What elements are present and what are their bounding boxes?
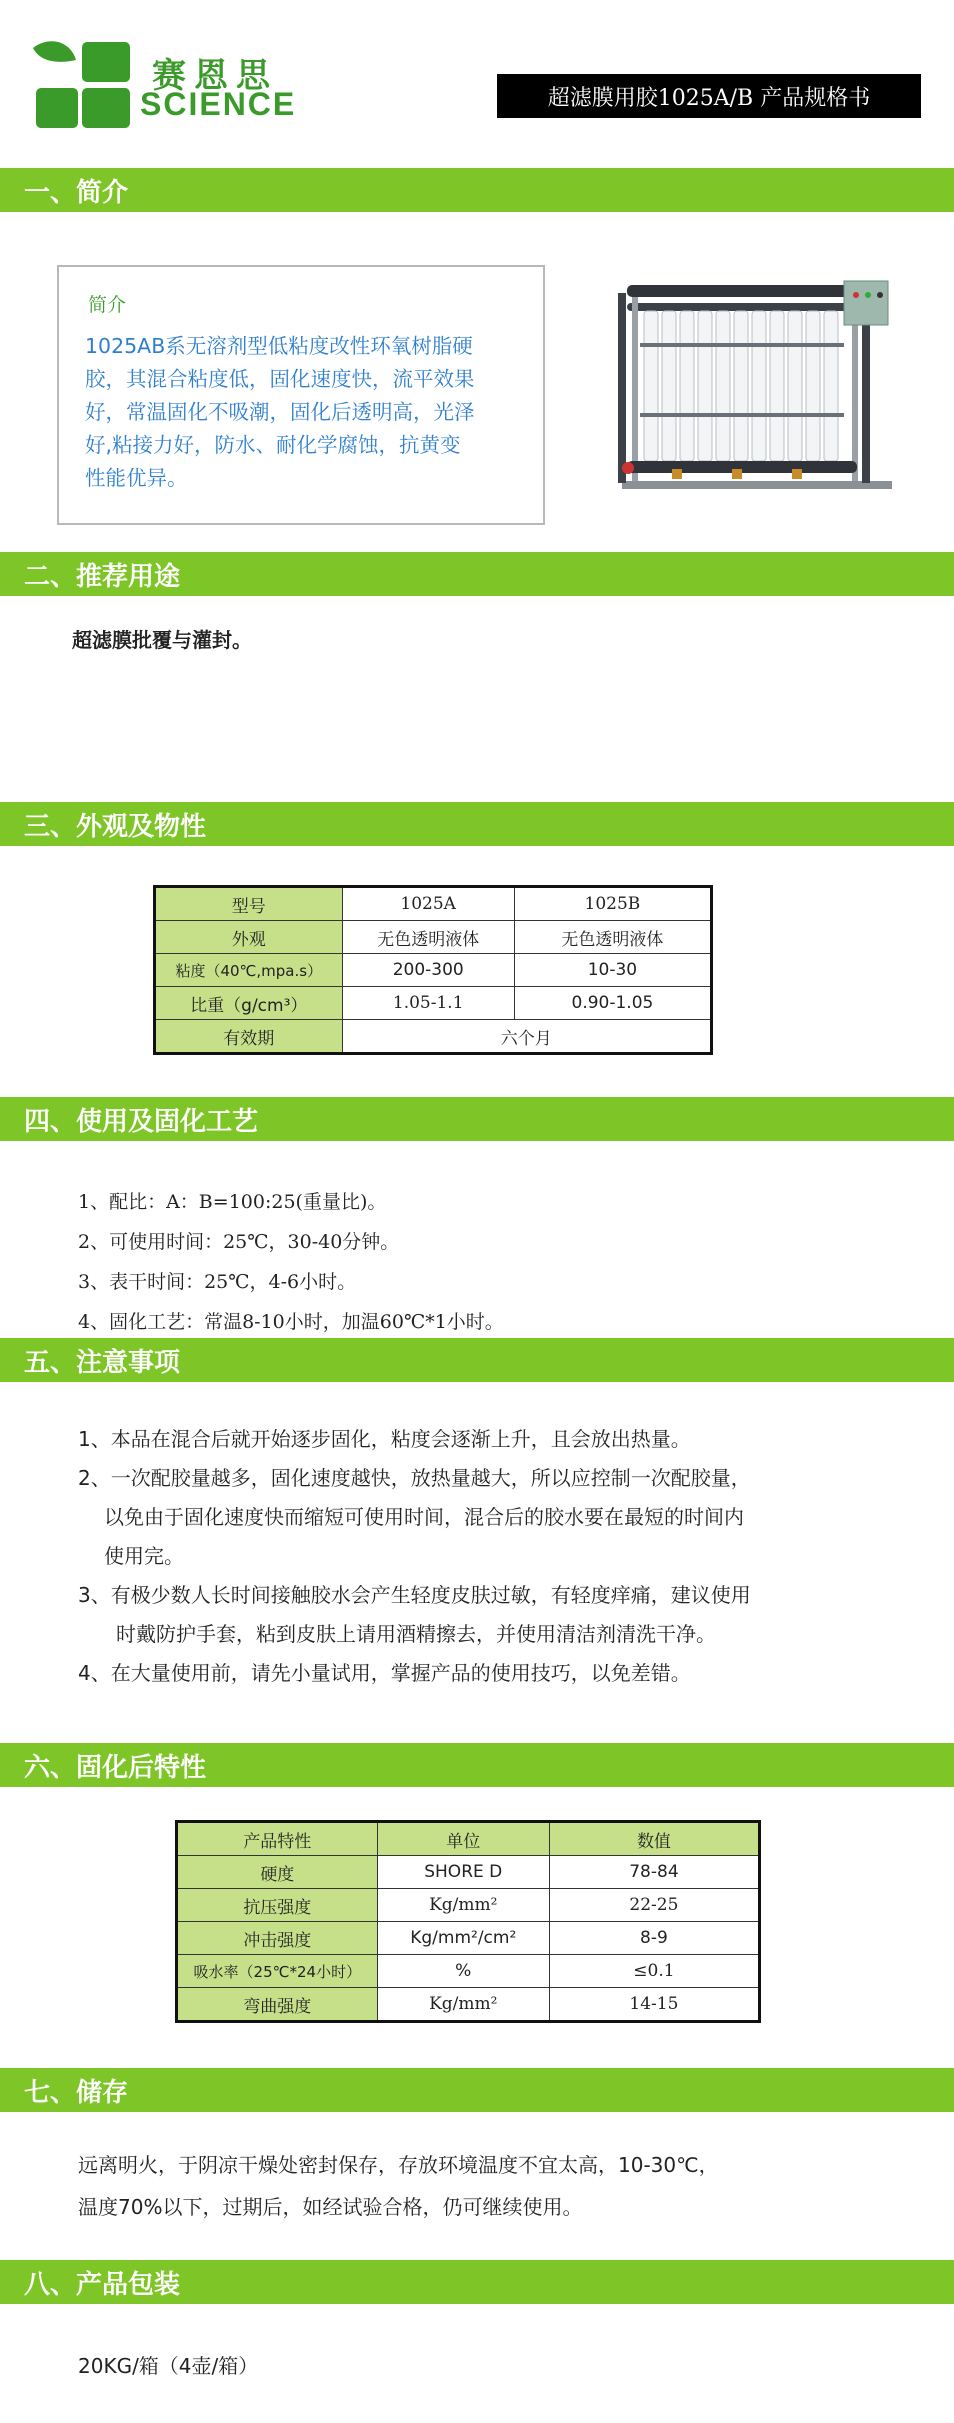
table-row [155, 987, 712, 1020]
table-cell: 冲击强度 [177, 1922, 378, 1955]
list-item: 以免由于固化速度快而缩短可使用时间，混合后的胶水要在最短的时间内 [104, 1505, 744, 1529]
list-item: 1、配比：A：B=100:25(重量比)。 [78, 1191, 387, 1213]
list-item: 4、固化工艺：常温8-10小时，加温60℃*1小时。 [78, 1311, 504, 1333]
table-cell: 22-25 [549, 1889, 759, 1922]
table-cell: 外观 [155, 921, 343, 954]
table-row [155, 1020, 712, 1054]
table-cell: 14-15 [549, 1988, 759, 2022]
section-header-process: 四、使用及固化工艺 [0, 1097, 954, 1141]
table-cell: 比重（g/cm³） [155, 987, 343, 1020]
ultrafiltration-machine-image [612, 263, 912, 508]
list-item: 使用完。 [104, 1544, 184, 1568]
table-cell: 六个月 [342, 1020, 711, 1054]
table-row [155, 921, 712, 954]
table-cell: 吸水率（25℃*24小时） [177, 1955, 378, 1988]
table-row [155, 954, 712, 987]
intro-line: 胶，其混合粘度低，固化速度快，流平效果 [85, 367, 475, 391]
usage-text: 超滤膜批覆与灌封。 [72, 628, 252, 652]
section-header-packaging: 八、产品包装 [0, 2260, 954, 2304]
intro-line: 好,粘接力好，防水、耐化学腐蚀，抗黄变 [85, 433, 461, 457]
intro-line: 1025AB系无溶剂型低粘度改性环氧树脂硬 [85, 334, 473, 358]
table-cell: 1025A [342, 887, 514, 921]
storage-line: 远离明火，于阴凉干燥处密封保存，存放环境温度不宜太高，10-30℃， [78, 2153, 719, 2177]
table-cell: % [377, 1955, 549, 1988]
table-row [177, 1922, 760, 1955]
list-item: 1、本品在混合后就开始逐步固化，粘度会逐渐上升，且会放出热量。 [78, 1427, 691, 1451]
intro-line: 性能优异。 [85, 466, 188, 490]
table-cell: 硬度 [177, 1856, 378, 1889]
table-cell: 有效期 [155, 1020, 343, 1054]
storage-line: 温度70%以下，过期后，如经试验合格，仍可继续使用。 [78, 2195, 583, 2219]
table-row [177, 1856, 760, 1889]
list-item: 2、可使用时间：25℃，30-40分钟。 [78, 1231, 400, 1253]
table-cell: Kg/mm²/cm² [377, 1922, 549, 1955]
table-cell: 0.90-1.05 [514, 987, 711, 1020]
logo-english-name: SCIENCE [140, 86, 297, 122]
table-row [155, 887, 712, 921]
table-cell: Kg/mm² [377, 1889, 549, 1922]
list-item: 4、在大量使用前，请先小量试用，掌握产品的使用技巧，以免差错。 [78, 1661, 691, 1685]
table-header-cell: 产品特性 [177, 1822, 378, 1856]
table-cell: 无色透明液体 [342, 921, 514, 954]
table-header-cell: 单位 [377, 1822, 549, 1856]
section-header-notes: 五、注意事项 [0, 1338, 954, 1382]
table-cell: 8-9 [549, 1922, 759, 1955]
table-cell: 78-84 [549, 1856, 759, 1889]
storage-text [78, 2144, 719, 2228]
logo-leaf-icon [28, 38, 138, 133]
document-title: 超滤膜用胶1025A/B 产品规格书 [497, 74, 921, 118]
properties-table [153, 885, 713, 1055]
table-cell: 型号 [155, 887, 343, 921]
list-item: 2、一次配胶量越多，固化速度越快，放热量越大，所以应控制一次配胶量， [78, 1466, 751, 1490]
table-cell: 200-300 [342, 954, 514, 987]
section-header-intro: 一、简介 [0, 168, 954, 212]
table-cell: 粘度（40℃,mpa.s） [155, 954, 343, 987]
table-cell: ≤0.1 [549, 1955, 759, 1988]
section-header-properties: 三、外观及物性 [0, 802, 954, 846]
table-row [177, 1889, 760, 1922]
section-header-cured: 六、固化后特性 [0, 1743, 954, 1787]
list-item: 时戴防护手套，粘到皮肤上请用酒精擦去，并使用清洁剂清洗干净。 [116, 1622, 716, 1646]
table-cell: 1025B [514, 887, 711, 921]
section-header-usage: 二、推荐用途 [0, 552, 954, 596]
section-header-storage: 七、储存 [0, 2068, 954, 2112]
table-cell: 10-30 [514, 954, 711, 987]
intro-line: 好，常温固化不吸潮，固化后透明高，光泽 [85, 400, 475, 424]
list-item: 3、有极少数人长时间接触胶水会产生轻度皮肤过敏，有轻度痒痛，建议使用 [78, 1583, 751, 1607]
table-cell: Kg/mm² [377, 1988, 549, 2022]
intro-text [85, 330, 525, 495]
intro-subtitle: 简介 [88, 294, 127, 316]
table-cell: 无色透明液体 [514, 921, 711, 954]
table-row [177, 1955, 760, 1988]
packaging-text: 20KG/箱（4壶/箱） [78, 2354, 259, 2378]
table-cell: 1.05-1.1 [342, 987, 514, 1020]
table-header-cell: 数值 [549, 1822, 759, 1856]
logo-chinese-name: 赛恩思 [152, 56, 278, 96]
table-cell: 抗压强度 [177, 1889, 378, 1922]
table-cell: 弯曲强度 [177, 1988, 378, 2022]
list-item: 3、表干时间：25℃，4-6小时。 [78, 1271, 357, 1293]
cured-properties-table [175, 1820, 761, 2023]
table-cell: SHORE D [377, 1856, 549, 1889]
table-row [177, 1988, 760, 2022]
process-list [78, 1182, 504, 1342]
table-row [177, 1822, 760, 1856]
notes-list [78, 1420, 751, 1693]
